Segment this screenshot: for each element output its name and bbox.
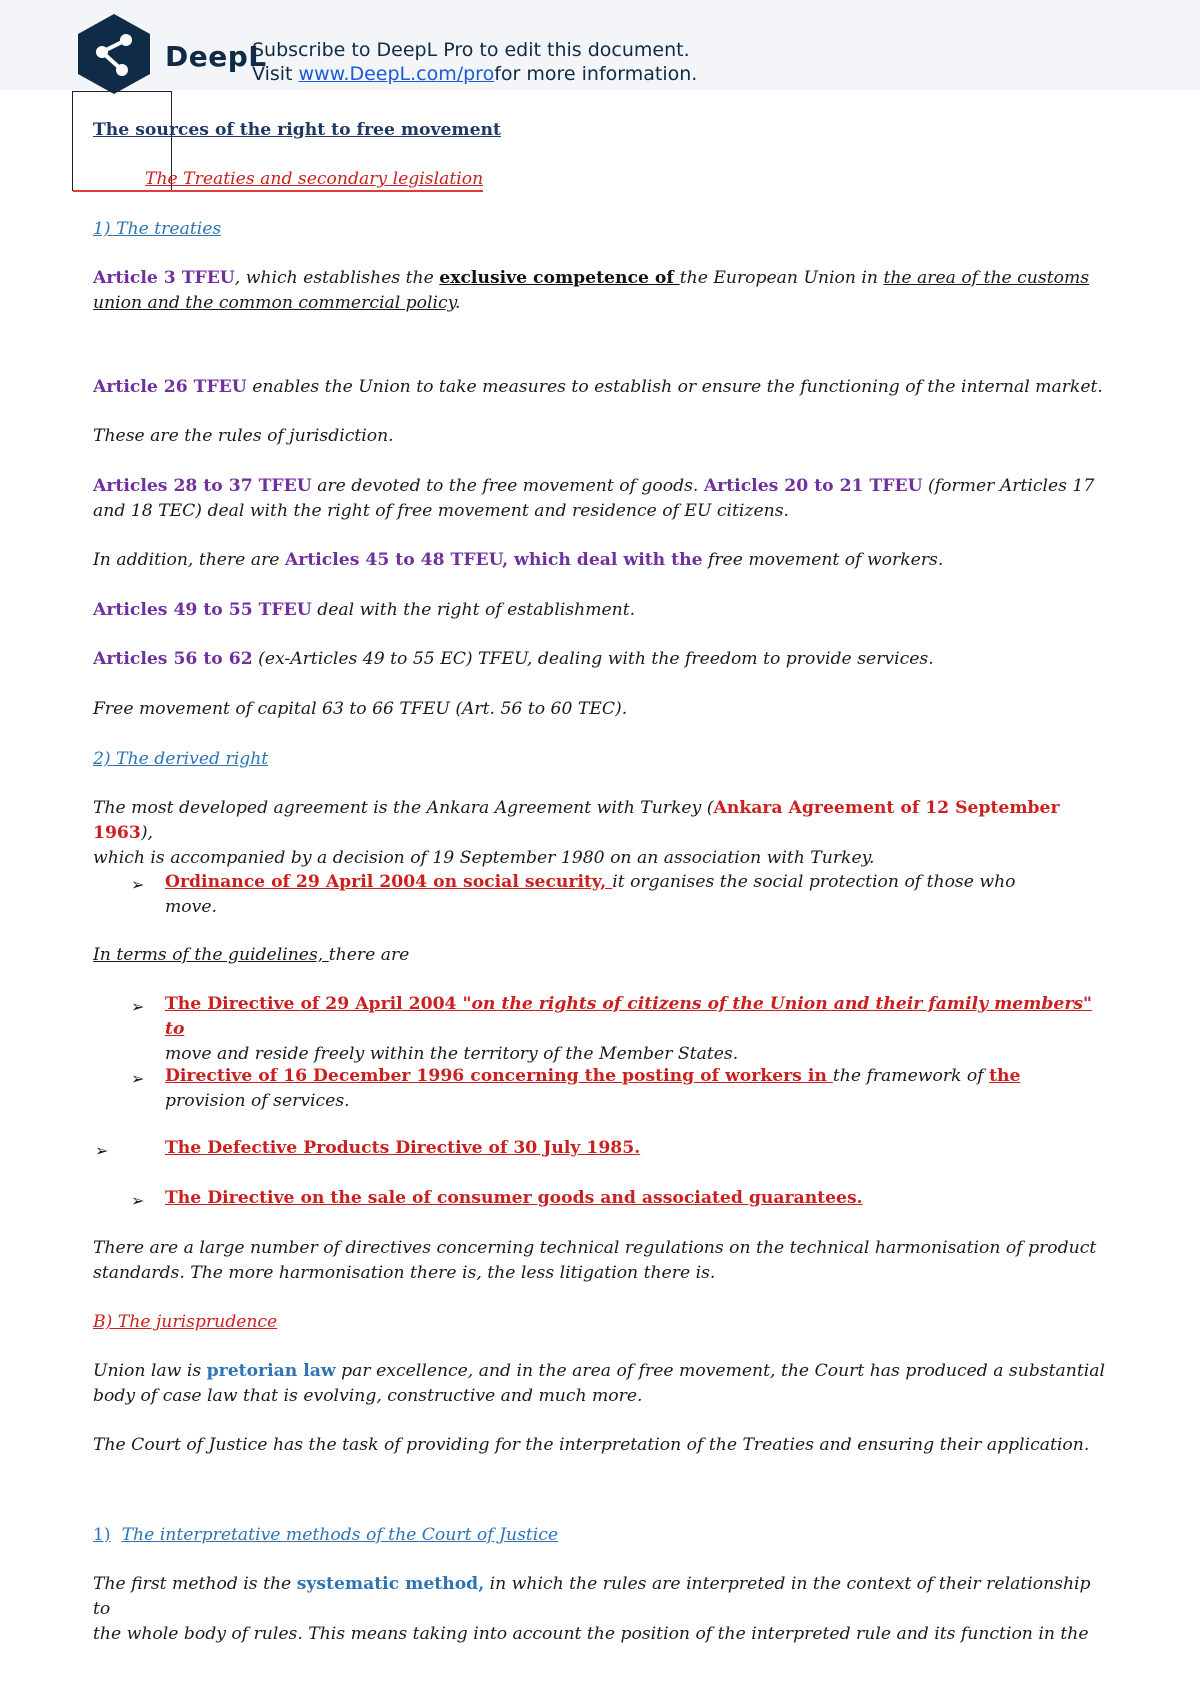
paragraph-guidelines: In terms of the guidelines, there are bbox=[93, 945, 410, 965]
subtitle-treaties: The Treaties and secondary legislation bbox=[145, 169, 484, 189]
paragraph-ankara: The most developed agreement is the Ankara Agreement with Turkey (Ankara Agreement of 12 September 1963), which is accompanied by a decision of 19 September 1980 on an association with Turkey. bbox=[93, 798, 1060, 868]
deepl-banner bbox=[0, 0, 1200, 90]
bullet-defective-products: The Defective Products Directive of 30 July 1985. bbox=[165, 1138, 641, 1158]
banner-line-2: Visit www.DeepL.com/profor more information. bbox=[252, 63, 698, 85]
arrow-bullet-icon: ➢ bbox=[131, 997, 145, 1016]
deepl-logo-icon bbox=[72, 12, 156, 96]
paragraph-articles-28-37: Articles 28 to 37 TFEU are devoted to the free movement of goods. Articles 20 to 21 TFEU (former Articles 17 and 18 TEC) deal with the right of free movement and residence of EU citizens. bbox=[93, 476, 1095, 521]
heading-treaties: 1) The treaties bbox=[93, 219, 222, 239]
paragraph-pretorian-law: Union law is pretorian law par excellence, and in the area of free movement, the Court has produced a substantial body of case law that is evolving, constructive and much more. bbox=[93, 1361, 1106, 1406]
paragraph-technical-regulations: There are a large number of directives concerning technical regulations on the technical harmonisation of product standards. The more harmonisation there is, the less litigation there is. bbox=[93, 1238, 1097, 1283]
document-title: The sources of the right to free movement bbox=[93, 120, 501, 140]
bullet-directive-1996: Directive of 16 December 1996 concerning the posting of workers in the framework of the provision of services. bbox=[165, 1066, 1021, 1111]
paragraph-article-3: Article 3 TFEU, which establishes the exclusive competence of the European Union in the area of the customs union and the common commercial policy. bbox=[93, 268, 1090, 313]
bullet-ordinance: Ordinance of 29 April 2004 on social security, it organises the social protection of those who move. bbox=[165, 872, 1016, 917]
heading-jurisprudence: B) The jurisprudence bbox=[93, 1312, 278, 1332]
banner-line-1: Subscribe to DeepL Pro to edit this document. bbox=[252, 39, 690, 61]
deepl-pro-link[interactable]: www.DeepL.com/pro bbox=[298, 63, 495, 85]
arrow-bullet-icon: ➢ bbox=[95, 1141, 109, 1160]
arrow-bullet-icon: ➢ bbox=[131, 1069, 145, 1088]
paragraph-articles-49-55: Articles 49 to 55 TFEU deal with the right of establishment. bbox=[93, 600, 636, 620]
bullet-directive-2004: The Directive of 29 April 2004 "on the rights of citizens of the Union and their family members" to move and reside freely within the territory of the Member States. bbox=[165, 994, 1093, 1064]
arrow-bullet-icon: ➢ bbox=[131, 1191, 145, 1210]
paragraph-articles-56-62: Articles 56 to 62 (ex-Articles 49 to 55 EC) TFEU, dealing with the freedom to provide services. bbox=[93, 649, 934, 669]
paragraph-court-of-justice: The Court of Justice has the task of providing for the interpretation of the Treaties and ensuring their application. bbox=[93, 1435, 1090, 1455]
banner-message bbox=[252, 38, 697, 86]
arrow-bullet-icon: ➢ bbox=[131, 875, 145, 894]
paragraph-systematic-method: The first method is the systematic method, in which the rules are interpreted in the context of their relationship to the whole body of rules. This means taking into account the position of the interpreted rule and its function in the bbox=[93, 1574, 1091, 1644]
paragraph-capital: Free movement of capital 63 to 66 TFEU (Art. 56 to 60 TEC). bbox=[93, 699, 628, 719]
bullet-consumer-goods: The Directive on the sale of consumer goods and associated guarantees. bbox=[165, 1188, 863, 1208]
heading-derived-right: 2) The derived right bbox=[93, 749, 269, 769]
paragraph-articles-45-48: In addition, there are Articles 45 to 48 TFEU, which deal with the free movement of workers. bbox=[93, 550, 944, 570]
paragraph-jurisdiction: These are the rules of jurisdiction. bbox=[93, 426, 394, 446]
paragraph-article-26: Article 26 TFEU enables the Union to take measures to establish or ensure the functioning of the internal market. bbox=[93, 377, 1103, 397]
deepl-logo-text: DeepL bbox=[165, 40, 267, 73]
heading-interpretative-methods: 1) The interpretative methods of the Court of Justice bbox=[93, 1525, 559, 1545]
